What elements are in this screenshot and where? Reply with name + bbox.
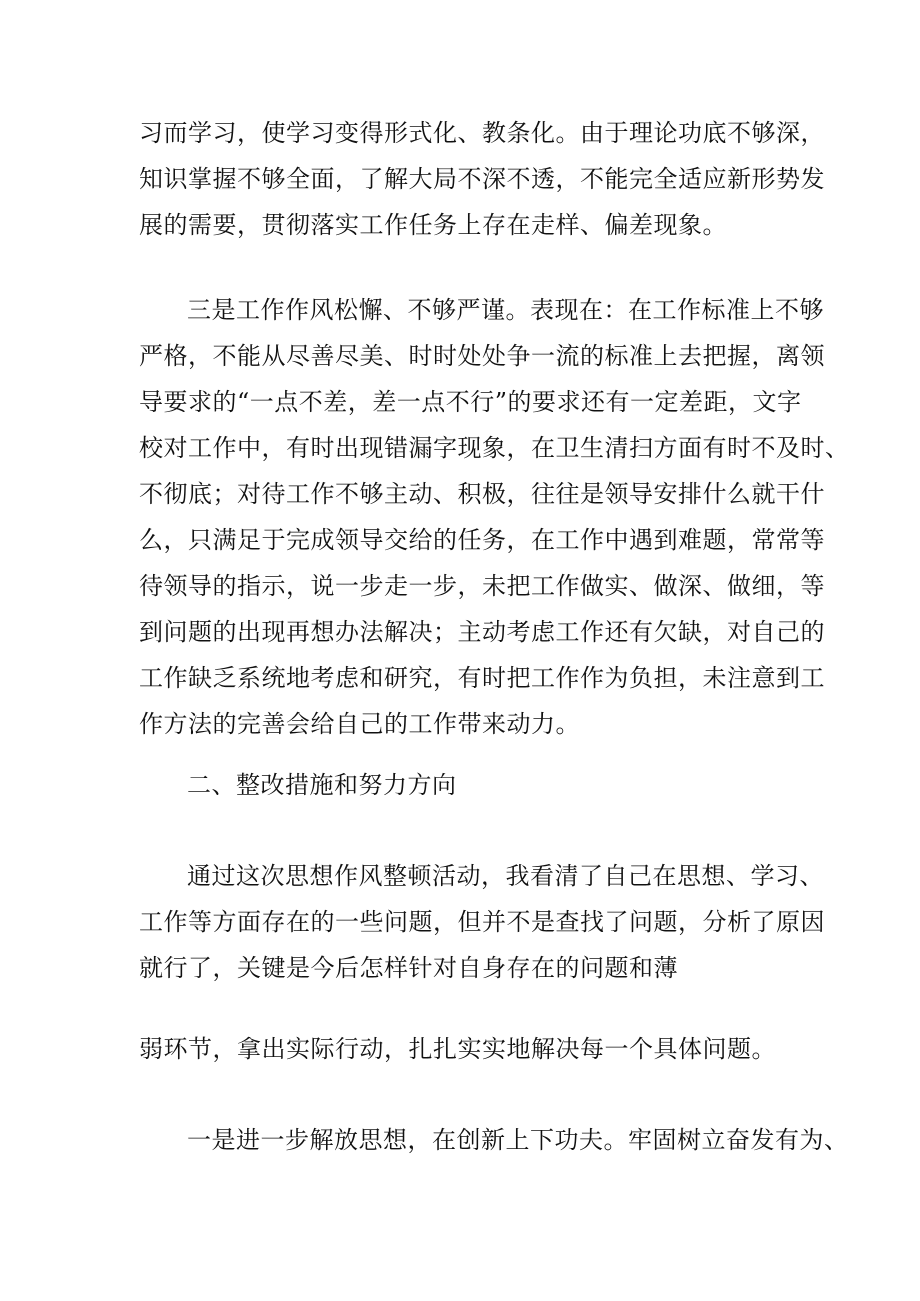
paragraph-continuation	[139, 1026, 799, 1072]
text-line: 通过这次思想作风整顿活动，我看清了自己在思想、学习、	[187, 862, 824, 890]
text-line: 校对工作中，有时出现错漏字现象，在卫生清扫方面有时不及时、	[139, 434, 850, 462]
text-line: 三是工作作风松懈、不够严谨。表现在：在工作标准上不够	[187, 296, 824, 324]
text-line: 工作缺乏系统地考虑和研究，有时把工作作为负担，未注意到工	[139, 664, 825, 692]
text-line: 一是进一步解放思想，在创新上下功夫。牢固树立奋发有为、	[187, 1126, 849, 1154]
text-line: 作方法的完善会给自己的工作带来动力。	[139, 710, 580, 738]
section-heading	[139, 762, 799, 808]
text-line: 就行了，关键是今后怎样针对自身存在的问题和薄	[139, 954, 678, 982]
paragraph-work-style	[139, 287, 850, 747]
text-line: 弱环节，拿出实际行动，扎扎实实地解决每一个具体问题。	[139, 1035, 776, 1063]
text-line: 导要求的“一点不差，差一点不行”的要求还有一定差距，文字	[139, 388, 802, 416]
text-line: 到问题的出现再想办法解决；主动考虑工作还有欠缺，对自己的	[139, 618, 825, 646]
text-line: 知识掌握不够全面，了解大局不深不透，不能完全适应新形势发	[139, 165, 825, 193]
text-line: 工作等方面存在的一些问题，但并不是查找了问题，分析了原因	[139, 908, 825, 936]
section-heading-text: 二、整改措施和努力方向	[187, 771, 457, 799]
text-line: 展的需要，贯彻落实工作任务上存在走样、偏差现象。	[139, 211, 727, 239]
paragraph-measure-one	[139, 1117, 849, 1163]
text-line: 待领导的指示，说一步走一步，未把工作做实、做深、做细，等	[139, 572, 825, 600]
paragraph-study-issues	[139, 110, 825, 248]
text-line: 习而学习，使学习变得形式化、教条化。由于理论功底不够深，	[139, 119, 825, 147]
text-line: 严格，不能从尽善尽美、时时处处争一流的标准上去把握，离领	[139, 342, 825, 370]
paragraph-rectification-intro	[139, 853, 825, 991]
text-line: 么，只满足于完成领导交给的任务，在工作中遇到难题，常常等	[139, 526, 825, 554]
text-line: 不彻底；对待工作不够主动、积极，往往是领导安排什么就干什	[139, 480, 825, 508]
